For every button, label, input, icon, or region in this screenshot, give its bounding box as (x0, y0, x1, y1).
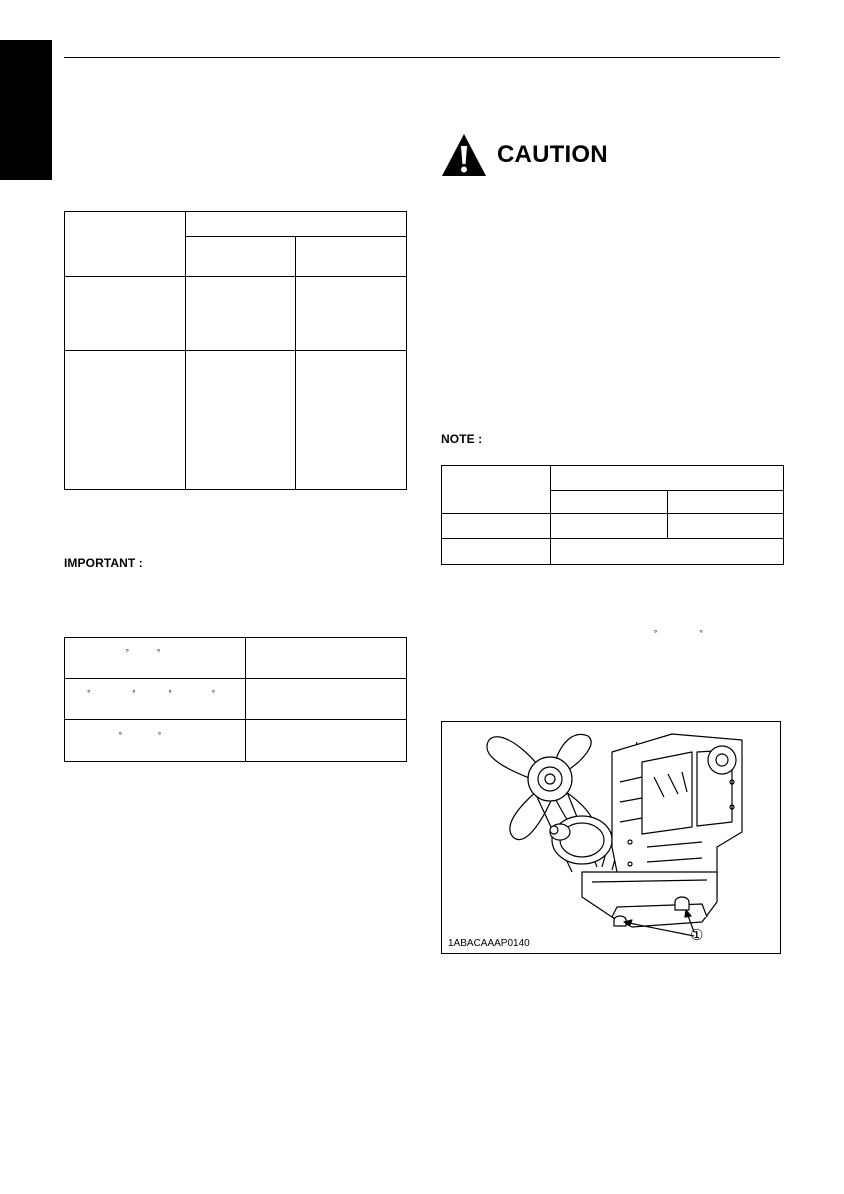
table-header-cell (186, 237, 296, 277)
degree-icon: ° (87, 689, 91, 698)
oil-pan-illustration (582, 872, 717, 927)
oil-grade-cell (246, 638, 407, 679)
degree-icon: ° (132, 689, 136, 698)
important-label: IMPORTANT : (64, 556, 143, 570)
table-header-cell (668, 491, 784, 514)
table-cell (186, 351, 296, 490)
note-table (441, 465, 784, 565)
table-header-cell (551, 491, 668, 514)
table-cell (442, 514, 551, 539)
temperature-table (64, 637, 407, 762)
callout-number: ① (690, 927, 704, 944)
caution-title: CAUTION (497, 141, 608, 168)
table-header-cell (65, 212, 186, 277)
table-cell (186, 277, 296, 351)
oil-grade-cell (246, 679, 407, 720)
temperature-range-cell (65, 638, 246, 679)
table-cell (551, 514, 668, 539)
note-label: NOTE : (441, 432, 483, 446)
temperature-range-cell (65, 720, 246, 762)
degree-icon: ° (699, 629, 703, 638)
capacity-table (64, 211, 407, 490)
degree-icon: ° (118, 730, 122, 740)
degree-icon: ° (157, 648, 161, 657)
table-cell (296, 277, 407, 351)
caution-heading (441, 133, 608, 177)
degree-icon: ° (168, 689, 172, 698)
warning-icon (441, 133, 487, 177)
table-header-cell (296, 237, 407, 277)
oil-grade-cell (246, 720, 407, 762)
degree-icon: ° (211, 689, 215, 698)
engine-drain-plug-figure (441, 721, 781, 954)
header-rule (64, 57, 780, 58)
temperature-range-cell (65, 679, 246, 720)
table-cell (668, 514, 784, 539)
table-cell (65, 351, 186, 490)
table-header-cell (442, 466, 551, 514)
table-cell (551, 539, 784, 565)
table-header-cell (186, 212, 407, 237)
section-tab (0, 40, 52, 180)
degree-icon: ° (158, 730, 162, 740)
figure-caption: 1ABACAAAP0140 (448, 938, 530, 949)
table-header-cell (551, 466, 784, 491)
crank-pulley-illustration (550, 816, 612, 864)
engine-illustration (442, 722, 781, 954)
table-cell (296, 351, 407, 490)
degree-icon: ° (125, 648, 129, 657)
table-cell (65, 277, 186, 351)
degree-icon: ° (654, 629, 658, 638)
table-cell (442, 539, 551, 565)
